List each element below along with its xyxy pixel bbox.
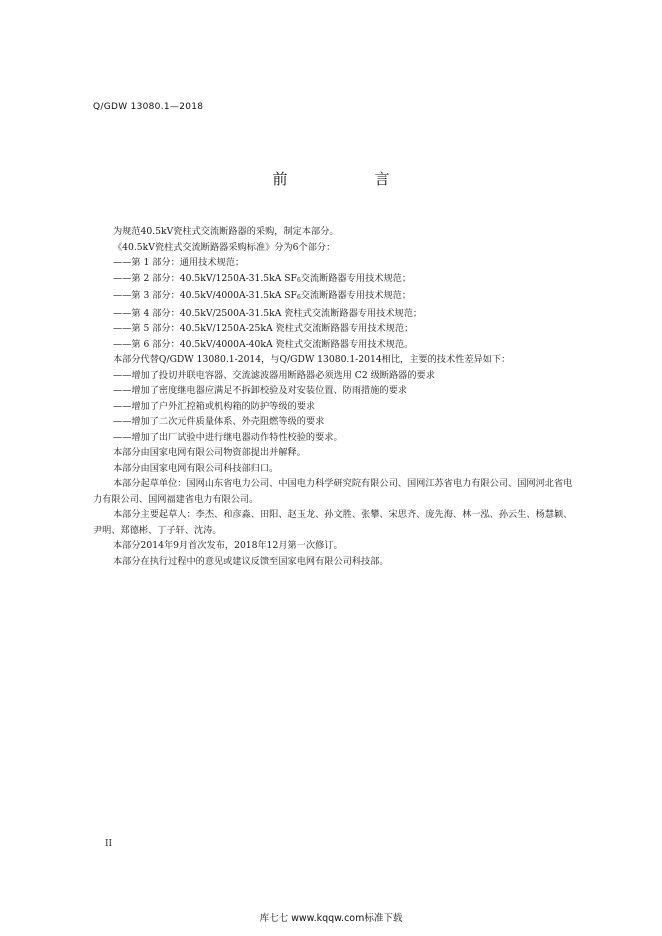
page-title: 前 言: [272, 170, 426, 188]
paragraph: 本部分在执行过程中的意见或建议反馈至国家电网有限公司科技部。: [113, 555, 389, 567]
paragraph: 本部分代替Q/GDW 13080.1-2014，与Q/GDW 13080.1-2014相比，主要的技术性差异如下：: [113, 354, 511, 365]
paragraph: 为规范40.5kV瓷柱式交流断路器的采购，制定本部分。: [113, 226, 339, 237]
foreword-body: [93, 224, 575, 569]
list-item: ——第 4 部分：40.5kV/2500A-31.5kA 瓷柱式交流断路器专用技术规范；: [113, 307, 423, 319]
list-item: ——增加了出厂试验中进行继电器动作特性校验的要求。: [113, 431, 343, 443]
paragraph: 本部分主要起草人：李杰、和彦淼、田阳、赵玉龙、孙文胜、张攀、宋思齐、庞先海、林一泓、孙云生、杨慧颖、尹明、郑德彬、丁子轩、沈涛。: [93, 509, 573, 536]
subscript: 6: [296, 276, 301, 284]
paragraph: 本部分起草单位：国网山东省电力公司、中国电力科学研究院有限公司、国网江苏省电力有限公司、国网河北省电力有限公司、国网福建省电力有限公司。: [93, 478, 573, 505]
footer-watermark: 库七七 www.kqqw.com标准下载: [259, 913, 403, 924]
list-item: ——增加了户外汇控箱或机构箱的防护等级的要求: [113, 400, 316, 412]
list-item-text: ——第 2 部分：40.5kV/1250A-31.5kA SF: [113, 272, 297, 284]
paragraph: 《40.5kV瓷柱式交流断路器采购标准》分为6个部分：: [113, 241, 336, 253]
list-item: ——第 1 部分：通用技术规范；: [113, 257, 245, 268]
page-number: II: [105, 839, 113, 849]
list-item: [93, 271, 575, 289]
list-item: ——增加了投切并联电容器、交流滤波器用断路器必须选用 C2 级断路器的要求: [113, 369, 435, 381]
paragraph: 本部分由国家电网有限公司科技部归口。: [113, 462, 279, 474]
paragraph: 本部分由国家电网有限公司物资部提出并解释。: [113, 447, 306, 458]
list-item-text: 交流断路器专用技术规范；: [300, 290, 412, 301]
list-item-text: ——第 3 部分：40.5kV/4000A-31.5kA SF: [113, 290, 297, 301]
document-code: Q/GDW 13080.1—2018: [93, 102, 204, 112]
list-item: ——第 6 部分：40.5kV/4000A-40kA 瓷柱式交流断路器专用技术规范。: [113, 338, 414, 350]
paragraph: 本部分2014年9月首次发布，2018年12月第一次修订。: [113, 540, 343, 551]
list-item-text: 交流断路器专用技术规范；: [300, 272, 412, 284]
list-item: ——增加了密度继电器应满足不拆卸校验及对安装位置、防雨措施的要求: [113, 385, 407, 396]
list-item: ——第 5 部分：40.5kV/1250A-25kA 瓷柱式交流断路器专用技术规范；: [113, 323, 414, 334]
list-item: ——增加了二次元件质量体系、外壳阻燃等级的要求: [113, 416, 325, 427]
subscript: 6: [296, 294, 301, 301]
list-item: [93, 288, 575, 306]
